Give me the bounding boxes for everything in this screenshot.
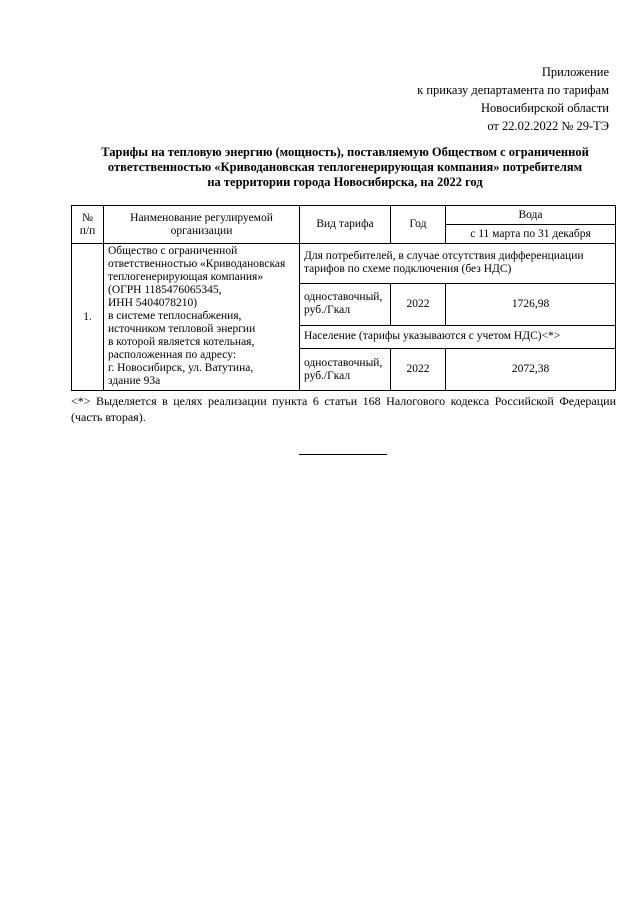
row-num: 1. (72, 244, 104, 391)
org-line: Общество с ограниченной (108, 245, 238, 257)
org-line: источником тепловой энергии (108, 323, 256, 335)
header-num (72, 206, 104, 244)
tariff-year: 2022 (391, 283, 446, 325)
tariff-year: 2022 (391, 349, 446, 391)
tariff-type-line: руб./Гкал (304, 369, 351, 382)
tariff-type-line: одноставочный, (304, 291, 383, 304)
org-line: расположенная по адресу: (108, 349, 237, 361)
row-org (104, 244, 300, 391)
tariff-type (300, 283, 391, 325)
tariff-type-line: руб./Гкал (304, 304, 351, 317)
header-period: с 11 марта по 31 декабря (446, 225, 616, 244)
title-line: на территории города Новосибирска, на 2022 год (207, 175, 483, 189)
header-type: Вид тарифа (300, 206, 391, 244)
header-org-line: организации (170, 224, 233, 237)
table-header-row (72, 206, 616, 225)
table-row (72, 244, 616, 284)
header-year: Год (391, 206, 446, 244)
group-label-population: Население (тарифы указываются с учетом НДС)<*> (300, 325, 616, 348)
org-line: ответственностью «Криводановская (108, 258, 286, 270)
end-divider (299, 454, 387, 455)
org-line: ИНН 5404078210) (108, 297, 198, 309)
header-org (104, 206, 300, 244)
tariff-type-line: одноставочный, (304, 356, 383, 369)
tariff-type (300, 349, 391, 391)
org-line: здание 93а (108, 375, 161, 387)
org-line: г. Новосибирск, ул. Ватутина, (108, 362, 254, 374)
tariff-table (71, 205, 616, 391)
org-line: в системе теплоснабжения, (108, 310, 242, 322)
header-org-line: Наименование регулируемой (130, 211, 273, 224)
appendix-line: Приложение (541, 65, 609, 79)
footnote: <*> Выделяется в целях реализации пункта 6 статьи 168 Налогового кодекса Российской Федерации (часть вторая). (71, 394, 616, 424)
tariff-value: 2072,38 (446, 349, 616, 391)
group-label-no-vat: Для потребителей, в случае отсутствия дифференциации тарифов по схеме подключения (без НДС) (300, 244, 616, 284)
header-num-line: п/п (79, 224, 96, 237)
header-num-line: № (82, 211, 93, 224)
header-water: Вода (446, 206, 616, 225)
title-line: Тарифы на тепловую энергию (мощность), поставляемую Обществом с ограниченной (101, 145, 589, 159)
appendix-block (417, 63, 609, 135)
document-title (78, 145, 612, 190)
title-line: ответственностью «Криводановская теплогенерирующая компания» потребителям (107, 160, 583, 174)
appendix-line: к приказу департамента по тарифам (417, 83, 609, 97)
appendix-line: от 22.02.2022 № 29-ТЭ (487, 119, 609, 133)
org-line: (ОГРН 1185476065345, (108, 284, 222, 296)
org-line: в которой является котельная, (108, 336, 255, 348)
appendix-line: Новосибирской области (480, 101, 609, 115)
tariff-value: 1726,98 (446, 283, 616, 325)
org-line: теплогенерирующая компания» (108, 271, 264, 283)
